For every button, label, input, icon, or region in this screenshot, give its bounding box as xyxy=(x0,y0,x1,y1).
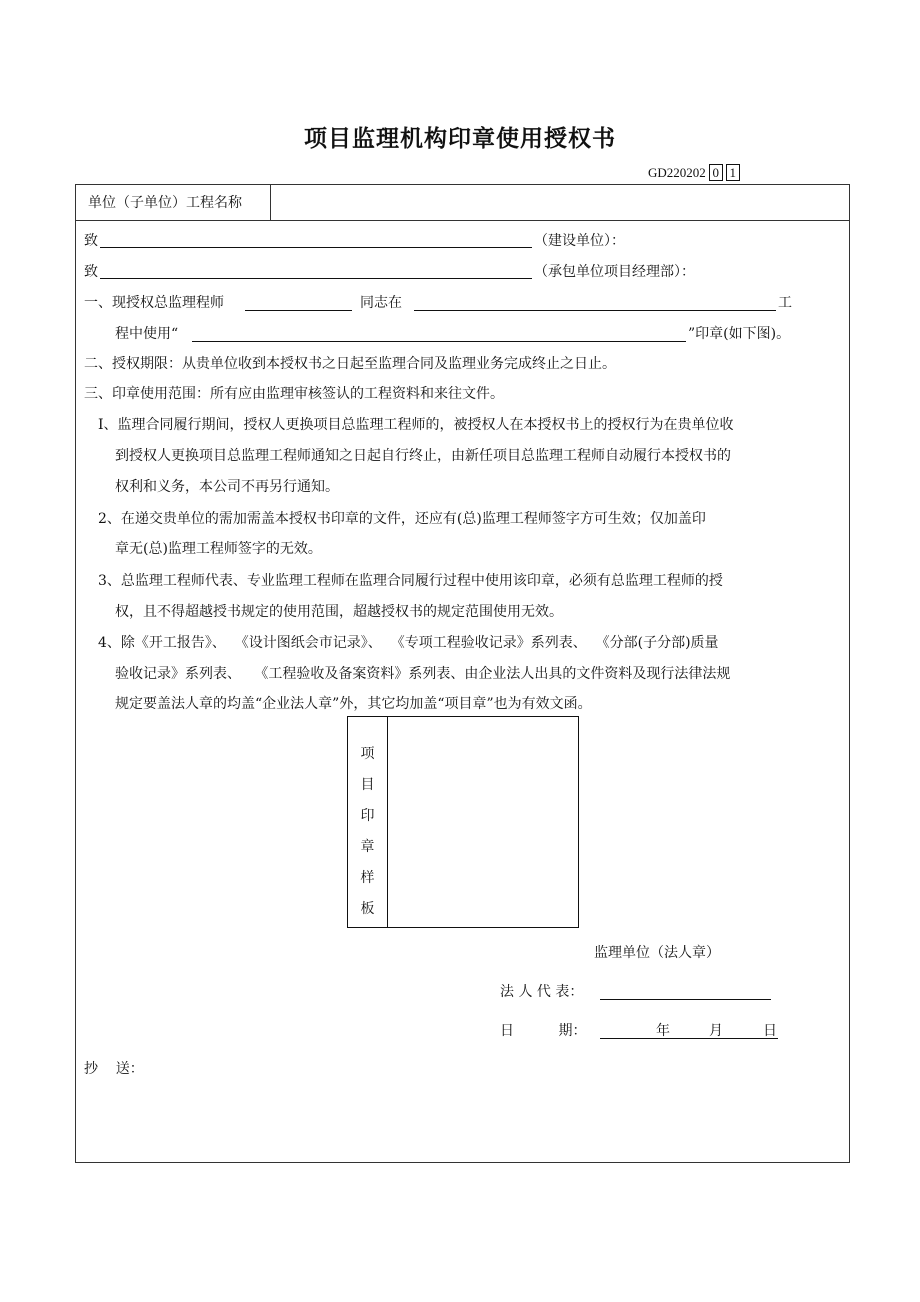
note-line: 规定要盖法人章的均盖“企业法人章”外，其它均加盖“项目章”也为有效文函。 xyxy=(115,696,592,712)
supervisor-unit-label: 监理单位（法人章） xyxy=(594,945,720,961)
note-line: 到授权人更换项目总监理工程师通知之日起自行终止，由新任项目总监理工程师自动履行本授权书的 xyxy=(115,448,731,464)
col-divider xyxy=(270,184,271,220)
item1-text-c: 工 xyxy=(778,295,792,311)
note-line: 权，且不得超越授书规定的使用范围，超越授权书的规定范围使用无效。 xyxy=(115,604,563,620)
year-label: 年 xyxy=(656,1023,670,1039)
note-line: 权利和义务，本公司不再另行通知。 xyxy=(115,479,339,495)
note-line: 4、除《开工报告》、 《设计图纸会市记录》、 《专项工程验收记录》系列表、 《分部(子分部)质量 xyxy=(98,635,719,651)
note-line: 验收记录》系列表、 《工程验收及备案资料》系列表、由企业法人出具的文件资料及现行法律法规 xyxy=(115,666,731,682)
document-title: 项目监理机构印章使用授权书 xyxy=(304,126,616,152)
to-contractor-prefix: 致 xyxy=(84,264,98,280)
to-client-prefix: 致 xyxy=(84,233,98,249)
label-char: 目 xyxy=(360,777,375,793)
to-client-suffix: （建设单位）： xyxy=(534,233,625,249)
form-code xyxy=(648,164,740,181)
code-box-2: 1 xyxy=(726,164,740,181)
item1-text-d: 程中使用“ xyxy=(115,326,179,342)
label-char: 章 xyxy=(360,839,375,855)
note-line: 章无(总)监理工程师签字的无效。 xyxy=(115,541,322,557)
date-label: 日 期： xyxy=(500,1023,587,1039)
seal-name-field[interactable] xyxy=(192,341,686,342)
project-field[interactable] xyxy=(414,310,776,311)
label-char: 印 xyxy=(360,808,375,824)
item1-text-a: 一、现授权总监理程师 xyxy=(84,295,224,311)
label-char: 板 xyxy=(360,901,375,917)
cc-label: 抄 送： xyxy=(84,1061,144,1077)
row-divider xyxy=(75,220,850,221)
month-label: 月 xyxy=(709,1023,723,1039)
note-line: 2、在递交贵单位的需加需盖本授权书印章的文件，还应有(总)监理工程师签字方可生效；仅加盖印 xyxy=(98,511,706,527)
legal-rep-field[interactable] xyxy=(600,999,771,1000)
client-name-field[interactable] xyxy=(100,247,532,248)
project-name-label: 单位（子单位）工程名称 xyxy=(88,195,242,211)
contractor-name-field[interactable] xyxy=(100,278,532,279)
seal-sample-box xyxy=(347,716,579,928)
label-char: 样 xyxy=(360,870,375,886)
legal-rep-label: 法 人 代 表： xyxy=(500,984,584,1000)
item3-text: 三、印章使用范围：所有应由监理审核签认的工程资料和来往文件。 xyxy=(84,386,504,402)
note-line: 3、总监理工程师代表、专业监理工程师在监理合同履行过程中使用该印章，必须有总监理工程师的授 xyxy=(98,573,723,589)
date-field[interactable] xyxy=(600,1038,778,1039)
code-box-1: 0 xyxy=(709,164,723,181)
note-line: Ⅰ、监理合同履行期间，授权人更换项目总监理工程师的，被授权人在本授权书上的授权行为在贵单位收 xyxy=(98,417,734,433)
code-prefix: GD220202 xyxy=(648,165,706,180)
item2-text: 二、授权期限：从贵单位收到本授权书之日起至监理合同及监理业务完成终止之日止。 xyxy=(84,356,616,372)
engineer-name-field[interactable] xyxy=(245,310,352,311)
seal-sample-label xyxy=(348,739,387,925)
to-contractor-suffix: （承包单位项目经理部）： xyxy=(534,264,695,280)
project-name-field[interactable] xyxy=(280,194,840,212)
day-label: 日 xyxy=(763,1023,777,1039)
item1-text-e: ”印章(如下图)。 xyxy=(688,326,791,342)
item1-text-b: 同志在 xyxy=(360,295,402,311)
seal-divider xyxy=(387,717,388,927)
label-char: 项 xyxy=(360,746,375,762)
